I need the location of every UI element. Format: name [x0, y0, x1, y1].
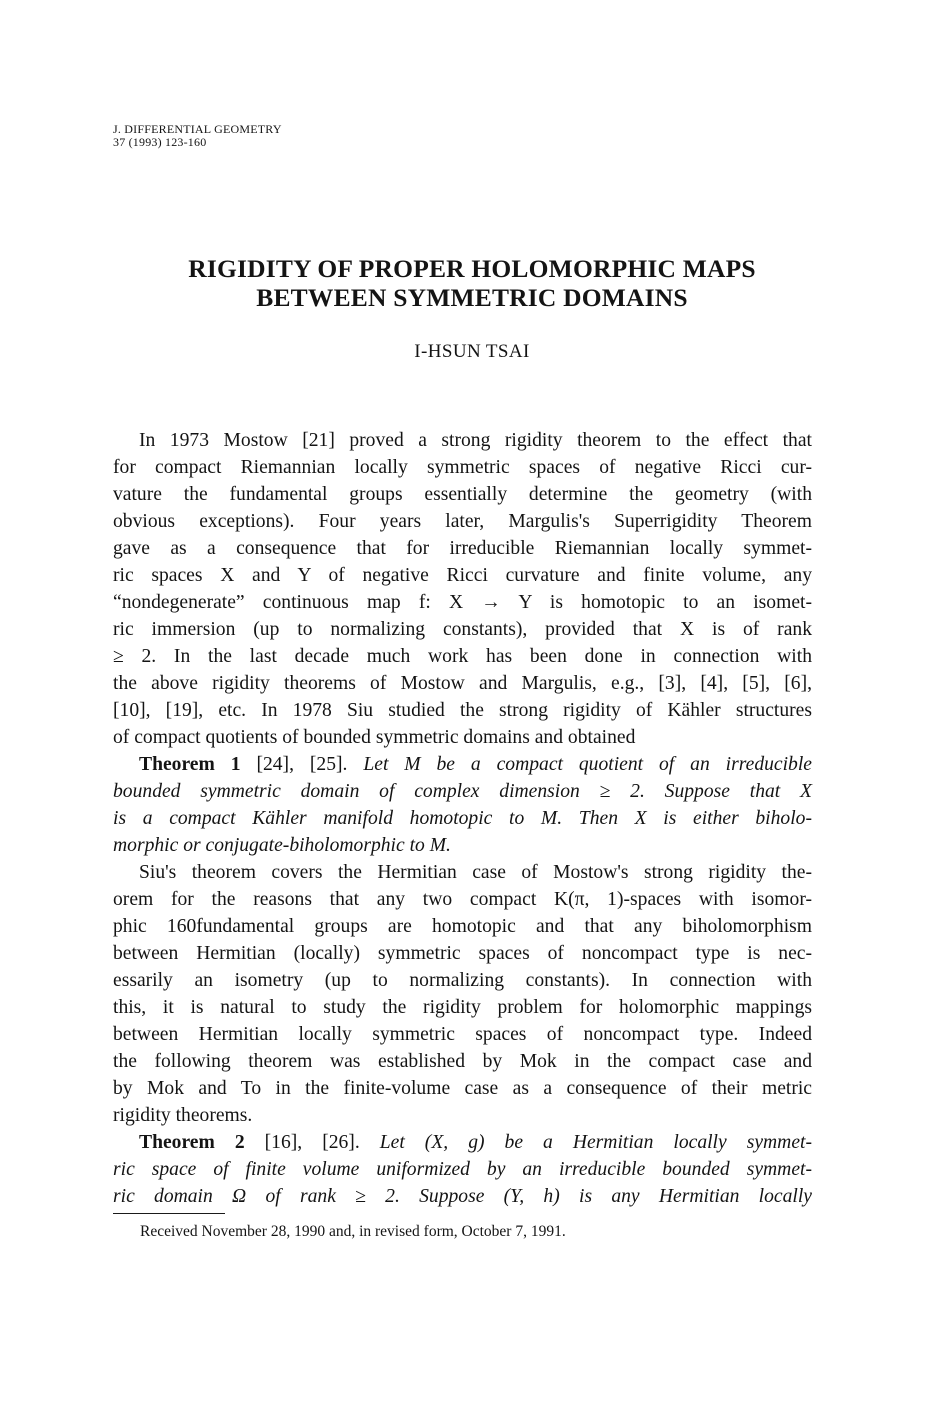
footnote: Received November 28, 1990 and, in revised form, October 7, 1991.: [140, 1223, 566, 1240]
paragraph-line: this, it is natural to study the rigidity problem for holomorphic mappings: [113, 997, 812, 1018]
theorem-2-line: [113, 1129, 812, 1156]
journal-name: J. DIFFERENTIAL GEOMETRY: [113, 122, 282, 136]
theorem-1-refs: [24], [25].: [256, 754, 348, 775]
theorem-1-text: Let M be a compact quotient of an irreducible: [363, 754, 812, 775]
title-line-2: BETWEEN SYMMETRIC DOMAINS: [256, 283, 688, 312]
paragraph-line: [10], [19], etc. In 1978 Siu studied the strong rigidity of Kähler structures: [113, 700, 812, 721]
paragraph-line: by Mok and To in the finite-volume case as a consequence of their metric: [113, 1078, 812, 1099]
author-name: I-HSUN TSAI: [414, 341, 530, 362]
paragraph-line: essarily an isometry (up to normalizing constants). In connection with: [113, 970, 812, 991]
theorem-1-label: Theorem 1: [139, 754, 241, 775]
paper-title: [0, 254, 944, 312]
theorem-1-line: bounded symmetric domain of complex dimension ≥ 2. Suppose that X: [113, 781, 812, 802]
paragraph-line: orem for the reasons that any two compact K(π, 1)-spaces with isomor-: [113, 889, 812, 910]
paragraph-line: “nondegenerate” continuous map f: X → Y is homotopic to an isomet-: [113, 592, 812, 613]
paragraph-line: ric spaces X and Y of negative Ricci curvature and finite volume, any: [113, 565, 812, 586]
paragraph-line: between Hermitian (locally) symmetric spaces of noncompact type is nec-: [113, 943, 812, 964]
theorem-1-line: morphic or conjugate-biholomorphic to M.: [113, 835, 451, 856]
paragraph-line: the above rigidity theorems of Mostow and Margulis, e.g., [3], [4], [5], [6],: [113, 673, 812, 694]
paragraph-line: rigidity theorems.: [113, 1105, 253, 1126]
paragraph-line: the following theorem was established by Mok in the compact case and: [113, 1051, 812, 1072]
theorem-2-line: ric domain Ω of rank ≥ 2. Suppose (Y, h) is any Hermitian locally: [113, 1186, 812, 1207]
theorem-2-label: Theorem 2: [139, 1132, 245, 1153]
theorem-1-line: is a compact Kähler manifold homotopic to M. Then X is either biholo-: [113, 808, 812, 829]
paragraph-line: vature the fundamental groups essentially determine the geometry (with: [113, 484, 812, 505]
body-text: [113, 427, 812, 1210]
theorem-2-refs: [16], [26].: [264, 1132, 360, 1153]
paragraph-line: ≥ 2. In the last decade much work has been done in connection with: [113, 646, 812, 667]
footnote-rule: [113, 1213, 225, 1214]
paragraph-line: obvious exceptions). Four years later, Margulis's Superrigidity Theorem: [113, 511, 812, 532]
journal-header: [113, 123, 282, 149]
paragraph-line: phic 160fundamental groups are homotopic and that any biholomorphism: [113, 916, 812, 937]
paragraph-line: gave as a consequence that for irreducible Riemannian locally symmet-: [113, 538, 812, 559]
paragraph-line: between Hermitian locally symmetric spaces of noncompact type. Indeed: [113, 1024, 812, 1045]
paragraph-line: In 1973 Mostow [21] proved a strong rigidity theorem to the effect that: [139, 430, 812, 451]
title-line-1: RIGIDITY OF PROPER HOLOMORPHIC MAPS: [188, 254, 756, 283]
paragraph-line: ric immersion (up to normalizing constants), provided that X is of rank: [113, 619, 812, 640]
paragraph-line: for compact Riemannian locally symmetric spaces of negative Ricci cur-: [113, 457, 812, 478]
paragraph-line: Siu's theorem covers the Hermitian case of Mostow's strong rigidity the-: [139, 862, 812, 883]
journal-citation: 37 (1993) 123-160: [113, 135, 207, 149]
theorem-2-text: Let (X, g) be a Hermitian locally symmet-: [379, 1132, 812, 1153]
paragraph-line: of compact quotients of bounded symmetric domains and obtained: [113, 727, 636, 748]
theorem-2-line: ric space of finite volume uniformized by an irreducible bounded symmet-: [113, 1159, 812, 1180]
theorem-1-line: [113, 751, 812, 778]
